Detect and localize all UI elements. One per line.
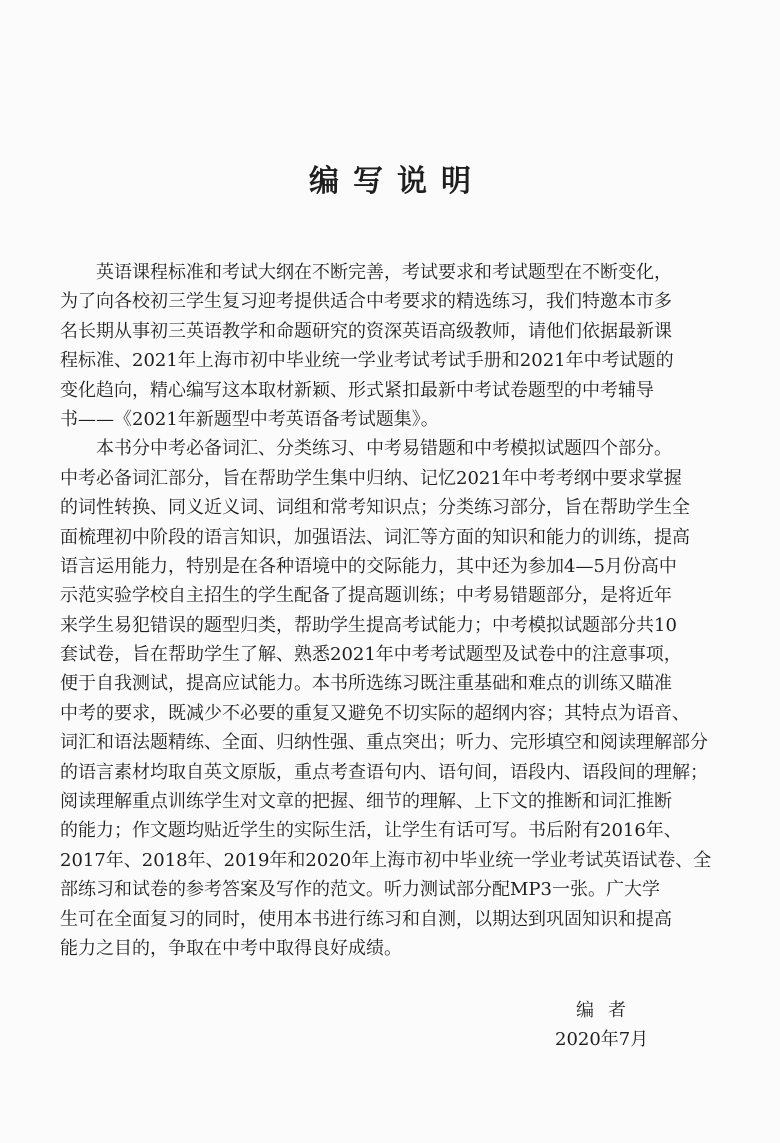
- text-line: 便于自我测试，提高应试能力。本书所选练习既注重基础和难点的训练又瞄准: [60, 673, 672, 695]
- page-title: 编写说明: [309, 164, 485, 199]
- body-text: [60, 258, 720, 963]
- text-line: 的语言素材均取自英文原版，重点考查语句内、语句间，语段内、语段间的理解；: [60, 761, 708, 783]
- text-line: 套试卷，旨在帮助学生了解、熟悉2021年中考考试题型及试卷中的注意事项，: [60, 644, 682, 666]
- text-line: 阅读理解重点训练学生对文章的把握、细节的理解、上下文的推断和词汇推断: [60, 791, 672, 813]
- text-line: 生可在全面复习的同时，使用本书进行练习和自测，以期达到巩固知识和提高: [60, 908, 672, 930]
- text-line: 名长期从事初三英语教学和命题研究的资深英语高级教师，请他们依据最新课: [60, 320, 672, 342]
- text-line: 程标准、2021年上海市初中毕业统一学业考试考试手册和2021年中考试题的: [60, 350, 674, 372]
- date: 2020年7月: [555, 1029, 649, 1050]
- text-line: 的词性转换、同义近义词、词组和常考知识点；分类练习部分，旨在帮助学生全: [60, 497, 690, 519]
- paragraph-2: [60, 434, 720, 963]
- text-line: 书——《2021年新题型中考英语备考试题集》。: [60, 408, 439, 430]
- text-line: 中考的要求，既减少不必要的重复又避免不切实际的超纲内容；其特点为语音、: [60, 702, 690, 724]
- text-line: 示范实验学校自主招生的学生配备了提高题训练；中考易错题部分，是将近年: [60, 585, 672, 607]
- text-line: 的能力；作文题均贴近学生的实际生活，让学生有话可写。书后附有2016年、: [60, 820, 682, 842]
- text-line: 部练习和试卷的参考答案及写作的范文。听力测试部分配MP3一张。广大学: [60, 879, 660, 901]
- paragraph-1: [60, 258, 720, 434]
- text-line: 来学生易犯错误的题型归类，帮助学生提高考试能力；中考模拟试题部分共10: [60, 614, 677, 636]
- text-line: 变化趋向，精心编写这本取材新颖、形式紧扣最新中考试卷题型的中考辅导: [60, 379, 654, 401]
- text-line: 词汇和语法题精练、全面、归纳性强、重点突出；听力、完形填空和阅读理解部分: [60, 732, 708, 754]
- text-line: 为了向各校初三学生复习迎考提供适合中考要求的精选练习，我们特邀本市多: [60, 291, 672, 313]
- author-signature: 编者: [576, 1000, 640, 1021]
- text-line: 面梳理初中阶段的语言知识，加强语法、词汇等方面的知识和能力的训练，提高: [60, 526, 690, 548]
- text-line: 中考必备词汇部分，旨在帮助学生集中归纳、记忆2021年中考考纲中要求掌握: [60, 467, 682, 489]
- text-line: 语言运用能力，特别是在各种语境中的交际能力，其中还为参加4—5月份高中: [60, 555, 677, 577]
- text-line: 能力之目的，争取在中考中取得良好成绩。: [60, 937, 402, 959]
- text-line: 2017年、2018年、2019年和2020年上海市初中毕业统一学业考试英语试卷、全: [60, 849, 712, 871]
- text-line: 英语课程标准和考试大纲在不断完善，考试要求和考试题型在不断变化，: [96, 262, 672, 283]
- text-line: 本书分中考必备词汇、分类练习、中考易错题和中考模拟试题四个部分。: [96, 438, 672, 460]
